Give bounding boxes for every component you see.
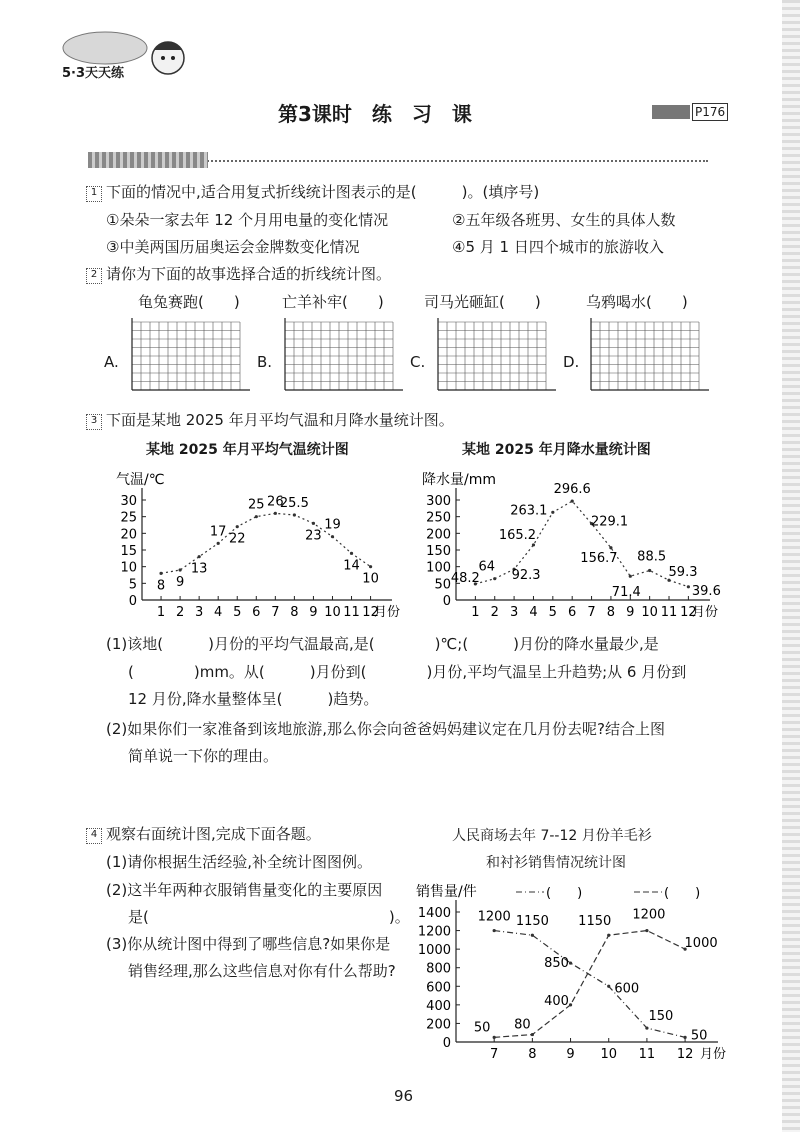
q3-text: 下面是某地 2025 年月平均气温和月降水量统计图。 <box>106 411 454 429</box>
data-point <box>493 577 496 580</box>
data-label: 88.5 <box>637 549 667 565</box>
logo-text: 5·3天天练 <box>62 66 125 81</box>
x-tick-label: 7 <box>490 1047 499 1062</box>
data-point <box>683 1036 686 1039</box>
data-label: 19 <box>324 517 341 533</box>
data-point <box>571 500 574 503</box>
data-point <box>645 1026 648 1029</box>
x-tick-label: 8 <box>606 605 616 620</box>
y-tick-label: 0 <box>128 594 137 609</box>
q3-sub2-line2: 简单说一下你的理由。 <box>128 747 279 765</box>
y-tick-label: 20 <box>120 527 137 543</box>
data-label: 25 <box>248 497 265 513</box>
y-tick-label: 0 <box>442 1036 451 1051</box>
data-label: 156.7 <box>580 550 618 566</box>
q2-story-2: 亡羊补牢( ) <box>282 293 384 311</box>
x-axis-label: 月份 <box>700 1047 727 1062</box>
data-point <box>551 511 554 514</box>
y-axis-label: 气温/℃ <box>116 472 165 488</box>
data-label: 14 <box>343 558 360 574</box>
y-tick-label: 5 <box>128 577 137 593</box>
y-tick-label: 150 <box>426 544 451 559</box>
temperature-chart <box>112 462 412 622</box>
data-label: 80 <box>514 1017 531 1033</box>
q4-sub2-line1: (2)这半年两种衣服销售量变化的主要原因 <box>106 881 383 899</box>
page-number: 96 <box>394 1087 414 1105</box>
data-point <box>531 934 534 937</box>
y-tick-label: 1200 <box>417 924 451 940</box>
data-label: 8 <box>156 578 166 594</box>
data-point <box>331 535 334 538</box>
x-tick-label: 3 <box>509 605 519 620</box>
chart2-title: 某地 2025 年月降水量统计图 <box>462 442 651 458</box>
y-tick-label: 10 <box>120 560 137 576</box>
q2-option-c-label: C. <box>410 353 426 371</box>
data-label: 59.3 <box>668 565 698 581</box>
q3-sub1-line3: 12 月份,降水量整体呈( )趋势。 <box>128 690 379 708</box>
data-point <box>293 513 296 516</box>
q1-option-3: ③中美两国历届奥运会金牌数变化情况 <box>106 238 360 256</box>
data-label: 50 <box>473 1020 491 1036</box>
q2-story-1: 龟兔赛跑( ) <box>138 293 240 311</box>
data-label: 17 <box>209 524 227 540</box>
data-label: 1150 <box>515 914 549 930</box>
q1-option-4: ④5 月 1 日四个城市的旅游收入 <box>452 238 664 256</box>
data-label: 1200 <box>632 907 666 923</box>
x-tick-label: 10 <box>324 605 341 620</box>
x-tick-label: 5 <box>548 605 557 620</box>
data-point <box>687 585 690 588</box>
x-tick-label: 2 <box>490 605 499 620</box>
x-tick-label: 7 <box>587 605 596 620</box>
q2-graph-b <box>277 318 407 398</box>
logo <box>60 28 190 80</box>
y-tick-label: 1000 <box>417 943 451 959</box>
data-point <box>493 1036 496 1039</box>
data-point <box>645 929 648 932</box>
data-label: 48.2 <box>450 570 480 586</box>
data-label: 26 <box>267 494 284 510</box>
data-label: 23 <box>305 528 322 544</box>
data-label: 50 <box>690 1028 708 1044</box>
legend-label-2: ( ) <box>664 886 701 901</box>
data-point <box>369 565 372 568</box>
y-tick-label: 200 <box>426 1017 451 1033</box>
x-tick-label: 4 <box>214 605 223 620</box>
x-tick-label: 8 <box>290 605 299 620</box>
x-tick-label: 4 <box>529 605 538 620</box>
x-tick-label: 11 <box>638 1047 656 1062</box>
q2-story-4: 乌鸦喝水( ) <box>586 293 688 311</box>
x-tick-label: 5 <box>233 605 242 620</box>
legend-label-1: ( ) <box>546 886 583 901</box>
q2-option-a-label: A. <box>104 353 119 371</box>
q3-sub1-line1: (1)该地( )月份的平均气温最高,是( )℃;( )月份的降水量最少,是 <box>106 635 659 653</box>
q3-sub1-line2: ( )mm。从( )月份到( )月份,平均气温呈上升趋势;从 6 月份到 <box>128 663 687 681</box>
data-point <box>532 543 535 546</box>
q1-text: 下面的情况中,适合用复式折线统计图表示的是( )。(填序号) <box>106 183 540 201</box>
page-ref-badge: P176 <box>652 103 732 121</box>
data-label: 296.6 <box>553 482 591 498</box>
x-tick-label: 11 <box>660 605 678 620</box>
q2-graph-c <box>430 318 560 398</box>
data-label: 64 <box>478 559 496 575</box>
q1-option-1: ①朵朵一家去年 12 个月用电量的变化情况 <box>106 211 389 229</box>
q4-text: 观察右面统计图,完成下面各题。 <box>106 825 321 843</box>
x-axis-label: 月份 <box>692 605 719 620</box>
data-label: 850 <box>544 956 569 972</box>
q4-sub1: (1)请你根据生活经验,补全统计图图例。 <box>106 853 373 871</box>
data-label: 1000 <box>684 936 718 952</box>
y-tick-label: 300 <box>426 494 451 509</box>
data-point <box>198 555 201 558</box>
section-banner <box>88 152 208 168</box>
sales-chart <box>412 876 732 1064</box>
y-tick-label: 200 <box>426 527 451 543</box>
x-tick-label: 10 <box>600 1047 618 1062</box>
data-point <box>217 542 220 545</box>
x-tick-label: 6 <box>252 605 261 620</box>
precipitation-chart <box>418 462 728 622</box>
chart3-title-line1: 人民商场去年 7--12 月份羊毛衫 <box>452 828 652 844</box>
q2-option-d-label: D. <box>563 353 580 371</box>
data-label: 71.4 <box>611 585 641 601</box>
y-tick-label: 25 <box>120 510 137 526</box>
data-point <box>255 515 258 518</box>
q2-story-3: 司马光砸缸( ) <box>424 293 541 311</box>
q2-option-b-label: B. <box>257 353 273 371</box>
data-label: 229.1 <box>590 514 629 530</box>
data-label: 400 <box>544 993 569 1009</box>
data-label: 600 <box>614 981 640 997</box>
x-tick-label: 9 <box>566 1047 575 1062</box>
data-point <box>350 552 353 555</box>
data-point <box>607 934 610 937</box>
data-point <box>493 929 496 932</box>
x-tick-label: 10 <box>641 605 658 620</box>
y-tick-label: 0 <box>442 594 451 609</box>
data-label: 25.5 <box>279 496 309 511</box>
data-point <box>569 961 572 964</box>
chart1-title: 某地 2025 年月平均气温统计图 <box>146 442 349 458</box>
x-tick-label: 11 <box>343 605 360 620</box>
q1-option-2: ②五年级各班男、女生的具体人数 <box>452 211 676 229</box>
x-tick-label: 1 <box>156 605 166 620</box>
data-point <box>178 568 181 571</box>
y-tick-label: 15 <box>120 544 137 559</box>
x-tick-label: 12 <box>362 605 379 620</box>
data-label: 10 <box>362 571 379 587</box>
y-tick-label: 800 <box>426 961 451 977</box>
q1-number-icon: 1 <box>86 186 102 202</box>
data-point <box>648 569 651 572</box>
data-point <box>274 512 277 515</box>
y-tick-label: 400 <box>426 998 451 1014</box>
x-tick-label: 7 <box>271 605 280 620</box>
y-tick-label: 250 <box>426 510 451 526</box>
y-axis-label: 销售量/件 <box>416 884 477 900</box>
y-tick-label: 100 <box>426 560 451 576</box>
page-edge <box>782 0 800 1132</box>
data-label: 165.2 <box>498 527 537 543</box>
q4-sub2-line2: 是( )。 <box>128 908 410 926</box>
x-tick-label: 1 <box>471 605 480 620</box>
x-tick-label: 9 <box>309 605 318 620</box>
x-tick-label: 6 <box>568 605 577 620</box>
x-tick-label: 12 <box>676 1047 694 1062</box>
q2-number-icon: 2 <box>86 268 102 284</box>
q3-number-icon: 3 <box>86 414 102 430</box>
page-title: 第3课时 练 习 课 <box>278 102 472 126</box>
data-point <box>609 546 612 549</box>
y-tick-label: 600 <box>426 980 451 996</box>
data-label: 263.1 <box>510 503 548 519</box>
q2-graph-a <box>124 318 254 398</box>
x-tick-label: 3 <box>195 605 204 620</box>
data-label: 22 <box>228 531 246 547</box>
q4-sub3-line2: 销售经理,那么这些信息对你有什么帮助? <box>128 962 396 980</box>
y-tick-label: 50 <box>434 577 451 593</box>
data-label: 1200 <box>477 909 511 925</box>
y-tick-label: 30 <box>120 494 137 509</box>
data-point <box>569 1003 572 1006</box>
data-label: 9 <box>175 575 185 590</box>
data-label: 1150 <box>578 914 612 930</box>
q2-text: 请你为下面的故事选择合适的折线统计图。 <box>106 265 392 283</box>
q2-graph-d <box>583 318 713 398</box>
data-label: 13 <box>190 561 208 577</box>
q4-number-icon: 4 <box>86 828 102 844</box>
x-tick-label: 9 <box>626 605 635 620</box>
data-point <box>312 522 315 525</box>
data-point <box>159 572 162 575</box>
data-point <box>236 525 239 528</box>
q4-sub3-line1: (3)你从统计图中得到了哪些信息?如果你是 <box>106 935 391 953</box>
data-point <box>629 575 632 578</box>
x-tick-label: 2 <box>175 605 185 620</box>
data-point <box>607 985 610 988</box>
data-label: 39.6 <box>691 583 721 599</box>
data-label: 150 <box>648 1009 674 1025</box>
q3-sub2-line1: (2)如果你们一家准备到该地旅游,那么你会向爸爸妈妈建议定在几月份去呢?结合上图 <box>106 720 665 738</box>
data-point <box>531 1033 534 1036</box>
data-label: 92.3 <box>511 568 541 584</box>
x-tick-label: 12 <box>680 605 697 620</box>
x-axis-label: 月份 <box>374 605 401 620</box>
chart3-title-line2: 和衬衫销售情况统计图 <box>486 855 626 871</box>
x-tick-label: 8 <box>528 1047 537 1062</box>
y-tick-label: 1400 <box>417 906 451 921</box>
y-axis-label: 降水量/mm <box>422 472 496 488</box>
series-line <box>475 501 688 587</box>
